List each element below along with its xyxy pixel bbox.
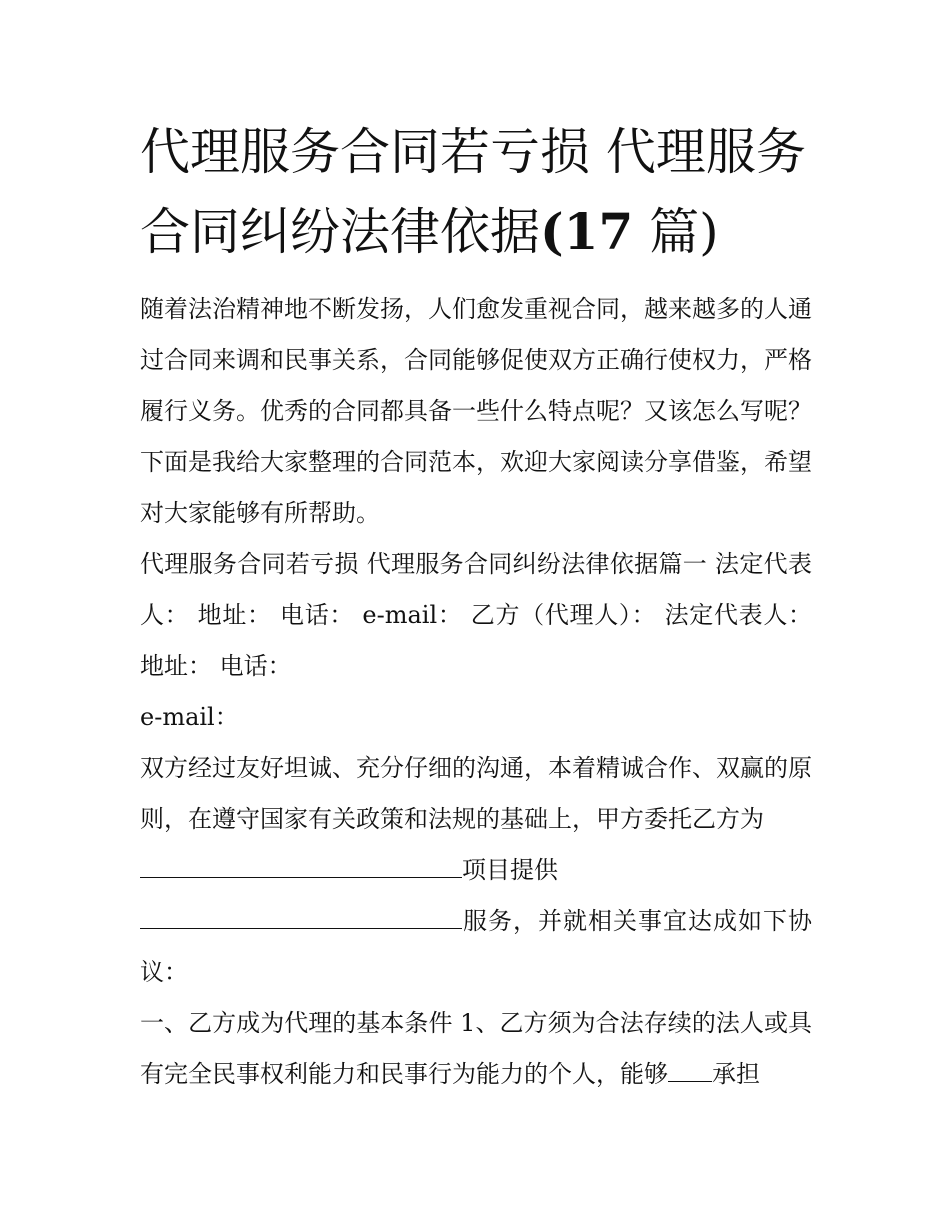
document-title: [140, 112, 812, 272]
section-heading-paragraph: 代理服务合同若亏损 代理服务合同纠纷法律依据篇一 法定代表人： 地址： 电话： e-mail： 乙方（代理人）： 法定代表人： 地址： 电话：: [140, 550, 812, 680]
title-text: 代理服务合同若亏损 代理服务合同纠纷法律依据: [140, 123, 806, 261]
fill-blank-clause[interactable]: [668, 1049, 712, 1082]
fill-blank-service[interactable]: [140, 896, 462, 929]
clause-1-paragraph: [140, 998, 812, 1100]
title-suffix: 篇): [633, 203, 719, 261]
document-page: [140, 112, 812, 1100]
title-count: (17: [540, 202, 634, 261]
body-paragraph: [140, 743, 812, 998]
fill-blank-project[interactable]: [140, 845, 462, 878]
clause-1-text: 一、乙方成为代理的基本条件 1、乙方须为合法存续的法人或具有完全民事权利能力和民事行为能力的个人，能够: [140, 1009, 812, 1088]
blank-service-suffix: 服务，并就相关事宜达成如下协议：: [140, 907, 812, 986]
intro-paragraph: 随着法治精神地不断发扬，人们愈发重视合同，越来越多的人通过合同来调和民事关系，合同能够促使双方正确行使权力，严格履行义务。优秀的合同都具备一些什么特点呢？又该怎么写呢？下面是我给大家整理的合同范本，欢迎大家阅读分享借鉴，希望对大家能够有所帮助。: [140, 295, 812, 527]
email-line: e-mail：: [140, 703, 239, 731]
blank-project-suffix: 项目提供: [462, 856, 558, 884]
body-paragraph-text: 双方经过友好坦诚、充分仔细的沟通，本着精诚合作、双赢的原则，在遵守国家有关政策和法规的基础上，甲方委托乙方为: [140, 754, 812, 833]
clause-1-suffix: 承担: [712, 1060, 760, 1088]
